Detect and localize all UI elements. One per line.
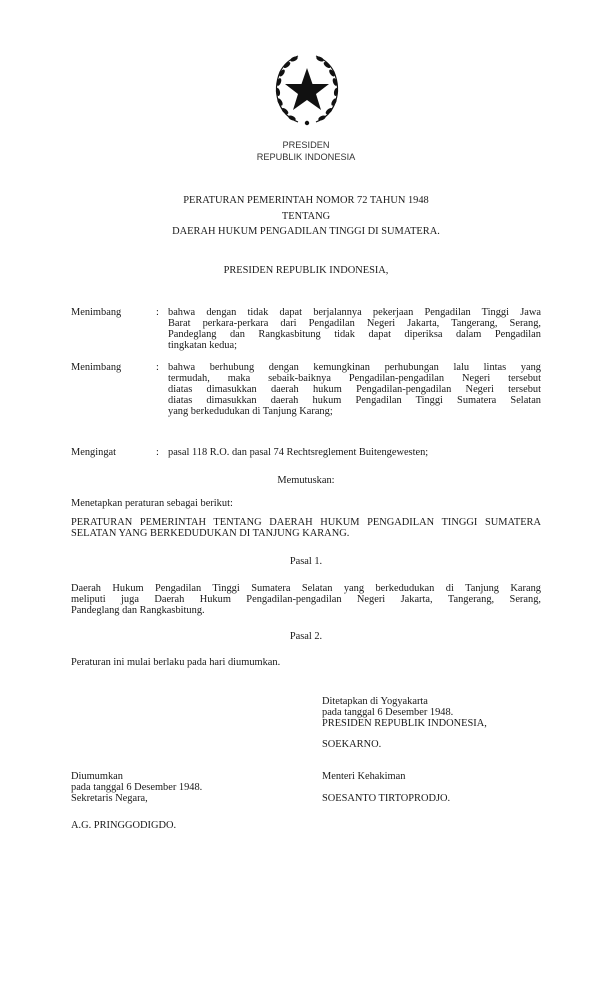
doc-subject: DAERAH HUKUM PENGADILAN TINGGI DI SUMATERA. (172, 226, 440, 237)
signature-secretary (71, 771, 202, 804)
text-line: SELATAN YANG BERKEDUDUKAN DI TANJUNG KARANG. (71, 528, 350, 539)
article-2-heading: Pasal 2. (289, 631, 323, 642)
text-line: meliputi juga Daerah Hukum Pengadilan-pengadilan Negeri Jakarta, Tangerang, Serang, (71, 594, 541, 605)
article-2-text (71, 657, 541, 668)
article-1-text (71, 583, 541, 616)
text-line: bahwa berhubung dengan kemungkinan perhubungan lalu lintas yang (168, 362, 541, 373)
header-presiden: PRESIDEN (282, 140, 330, 150)
secretary-office: Sekretaris Negara, (71, 793, 148, 804)
enact-intro: Menetapkan peraturan sebagai berikut: (71, 498, 233, 509)
consideration-text (168, 362, 541, 417)
consideration-text (168, 307, 541, 351)
announced-label: Diumumkan (71, 771, 123, 782)
header-republik: REPUBLIK INDONESIA (256, 152, 356, 162)
decision-heading: Memutuskan: (277, 475, 335, 486)
president-name: SOEKARNO. (322, 739, 382, 750)
text-line: Daerah Hukum Pengadilan Tinggi Sumatera Selatan yang berkedudukan di Tanjung Karang (71, 583, 541, 594)
minister-name: SOESANTO TIRTOPRODJO. (322, 793, 451, 804)
sign-office: PRESIDEN REPUBLIK INDONESIA, (322, 718, 487, 729)
recital-text (168, 447, 541, 458)
doc-title: PERATURAN PEMERINTAH NOMOR 72 TAHUN 1948 (183, 195, 429, 206)
colon: : (156, 362, 159, 373)
secretary-name: A.G. PRINGGODIGDO. (71, 820, 177, 831)
text-line: Barat perkara-perkara dari Pengadilan Negeri Jakarta, Tangerang, Serang, (168, 318, 541, 329)
recital-label: Mengingat (71, 447, 117, 458)
text-line: bahwa dengan tidak dapat berjalannya pekerjaan Pengadilan Tinggi Jawa (168, 307, 541, 318)
text-line: tingkatan kedua; (168, 340, 237, 351)
text-line: Pandeglang dan Rangkasbitung tidak dapat diperiksa dalam Pengadilan (168, 329, 541, 340)
announced-date: pada tanggal 6 Desember 1948. (71, 782, 203, 793)
consideration-label: Menimbang (71, 362, 122, 373)
text-line: PERATURAN PEMERINTAH TENTANG DAERAH HUKUM PENGADILAN TINGGI SUMATERA (71, 517, 541, 528)
text-line: termudah, maka sebaik-baiknya Pengadilan-pengadilan Negeri tersebut (168, 373, 541, 384)
text-line: diatas dimasukkan daerah hukum Pengadilan-pengadilan Negeri tersebut (168, 384, 541, 395)
text-line: Peraturan ini mulai berlaku pada hari diumumkan. (71, 657, 281, 668)
signature-president (322, 696, 487, 729)
doc-title-tentang: TENTANG (281, 211, 331, 222)
colon: : (156, 447, 159, 458)
minister-title: Menteri Kehakiman (322, 771, 406, 782)
emblem-icon (268, 52, 346, 130)
text-line: pasal 118 R.O. dan pasal 74 Rechtsreglement Buitengewesten; (168, 447, 429, 458)
enact-title (71, 517, 541, 539)
sign-date: pada tanggal 6 Desember 1948. (322, 707, 454, 718)
consideration-label: Menimbang (71, 307, 122, 318)
sign-place: Ditetapkan di Yogyakarta (322, 696, 428, 707)
issuer: PRESIDEN REPUBLIK INDONESIA, (223, 265, 389, 276)
article-1-heading: Pasal 1. (289, 556, 323, 567)
text-line: Pandeglang dan Rangkasbitung. (71, 605, 205, 616)
text-line: yang berkedudukan di Tanjung Karang; (168, 406, 333, 417)
colon: : (156, 307, 159, 318)
text-line: diatas dimasukkan daerah hukum Pengadilan Tinggi Sumatera Selatan (168, 395, 541, 406)
